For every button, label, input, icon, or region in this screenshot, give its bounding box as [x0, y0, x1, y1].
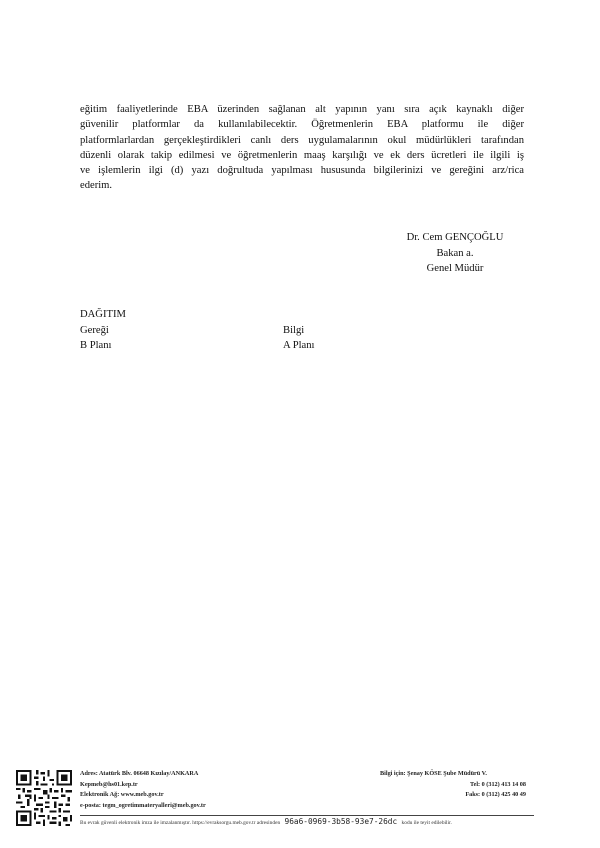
letter-body	[80, 102, 524, 194]
footer-kep: Kepmeb@hs01.kep.tr	[80, 780, 138, 788]
footer-phone: Tel: 0 (312) 413 14 08	[470, 780, 526, 788]
body-line: ve işlemlerin ilgi (d) yazı doğrultuda yapılması hususunda bilgilerinizi ve gereğini arz/rica	[80, 165, 524, 177]
footer-contact-right	[380, 769, 526, 801]
distribution-action-value: B Planı	[80, 340, 112, 351]
verification-code: 96a6-0969-3b58-93e7-26dc	[284, 817, 398, 826]
qr-code-icon	[16, 770, 72, 826]
footer-contact-left	[80, 769, 310, 811]
footer-web: Elektronik Ağ: www.meb.gov.tr	[80, 791, 164, 799]
body-line: eğitim faaliyetlerinde EBA üzerinden sağlanan alt yapının yanı sıra açık kaynaklı diğer	[80, 104, 524, 115]
distribution-header-row	[80, 323, 380, 339]
signatory-title: Bakan a.	[436, 247, 474, 259]
signature-block	[380, 230, 530, 277]
body-line: ederim.	[80, 180, 113, 192]
document-footer	[0, 762, 600, 842]
distribution-value-row	[80, 338, 380, 354]
verification-prefix: Bu evrak güvenli elektronik imza ile imzalanmıştır. https://evraksorgu.meb.gov.tr adresinden	[80, 820, 281, 826]
footer-fax: Faks: 0 (312) 425 40 49	[465, 791, 526, 799]
signatory-name: Dr. Cem GENÇOĞLU	[406, 232, 504, 243]
verification-suffix: kodu ile teyit edilebilir.	[401, 820, 452, 826]
distribution-action-header: Gereği	[80, 324, 109, 336]
distribution-block	[80, 307, 380, 354]
footer-address: Adres: Atatürk Blv. 06648 Kızılay/ANKARA	[80, 770, 199, 777]
footer-email: e-posta: tegm_ogretimmateryalleri@meb.gov.tr	[80, 801, 206, 809]
footer-info-contact: Bilgi için: Şenay KÖSE Şube Müdürü V.	[380, 770, 487, 777]
footer-divider	[80, 815, 534, 816]
verification-note	[80, 818, 540, 827]
distribution-info-header: Bilgi	[283, 324, 305, 336]
distribution-title: DAĞITIM	[80, 309, 126, 320]
distribution-info-value: A Planı	[283, 340, 315, 351]
signatory-position: Genel Müdür	[426, 263, 484, 274]
body-line: platformlarlardan gerçekleştirdikleri canlı ders uygulamalarının okul müdürlükleri tarafından	[80, 134, 524, 146]
body-line: düzenli olarak takip edilmesi ve öğretmenlerin maaş karşılığı ve ek ders ücretleri ile ilgili iş	[80, 149, 524, 161]
body-line: güvenilir platformlar da kullanılabilecektir. Öğretmenlerin EBA platformu ile diğer	[80, 119, 524, 131]
